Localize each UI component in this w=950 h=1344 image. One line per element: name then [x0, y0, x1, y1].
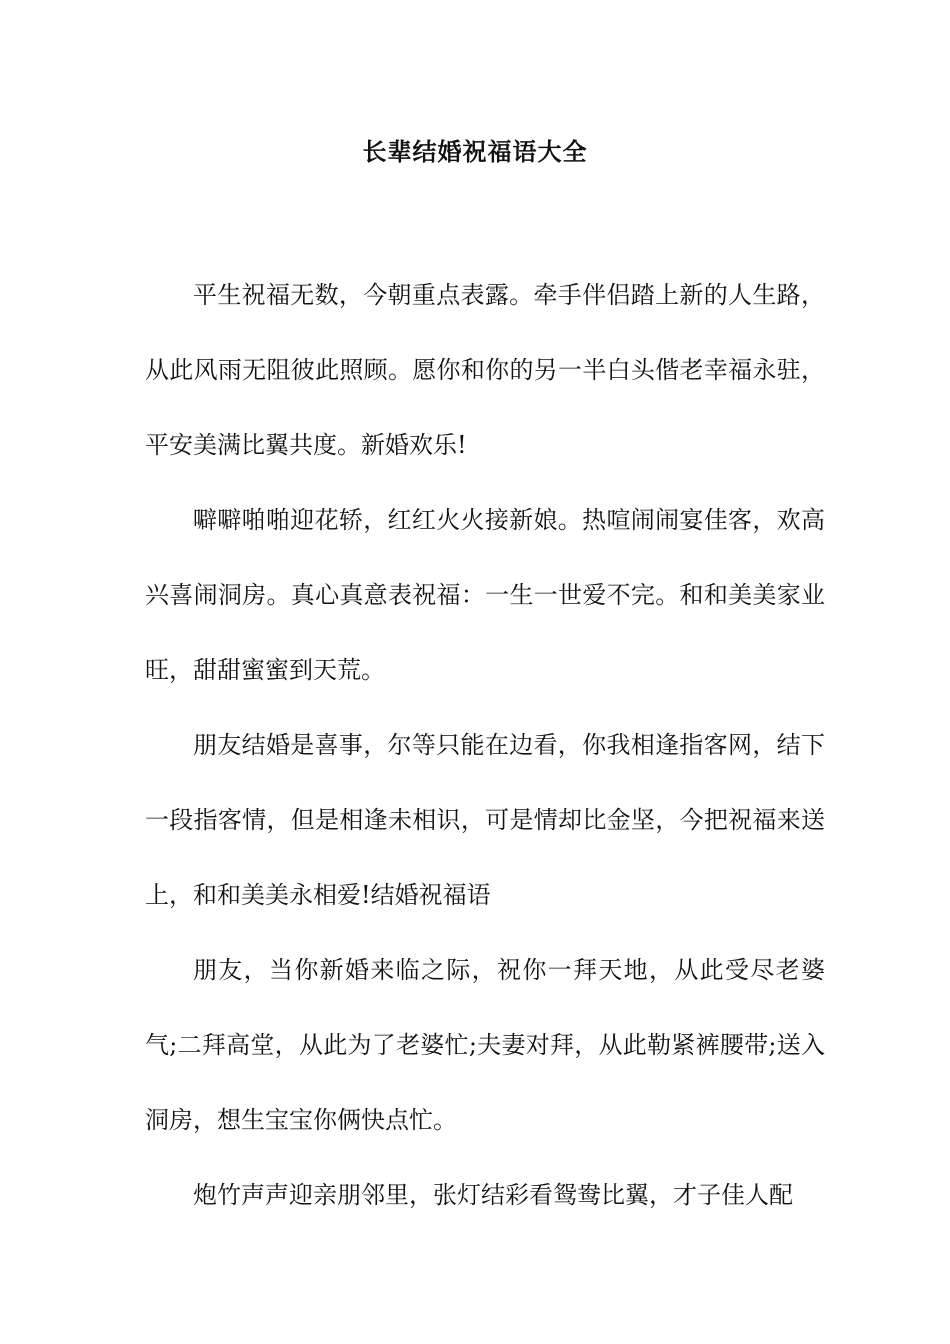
document-title: 长辈结婚祝福语大全	[362, 137, 588, 166]
paragraph-3: 朋友结婚是喜事，尔等只能在边看，你我相逢指客网，结下一段指客情，但是相逢未相识，可是情却比金坚，今把祝福来送上，和和美美永相爱!结婚祝福语	[145, 731, 825, 909]
paragraph-1: 平生祝福无数，今朝重点表露。牵手伴侣踏上新的人生路，从此风雨无阻彼此照顾。愿你和你的另一半白头偕老幸福永驻，平安美满比翼共度。新婚欢乐!	[145, 281, 825, 459]
document-body	[145, 258, 825, 1233]
paragraph-4: 朋友，当你新婚来临之际，祝你一拜天地，从此受尽老婆气;二拜高堂，从此为了老婆忙;夫妻对拜，从此勒紧裤腰带;送入洞房，想生宝宝你俩快点忙。	[145, 956, 825, 1134]
paragraph-2: 噼噼啪啪迎花轿，红红火火接新娘。热喧闹闹宴佳客，欢高兴喜闹洞房。真心真意表祝福：一生一世爱不完。和和美美家业旺，甜甜蜜蜜到天荒。	[145, 506, 825, 684]
paragraph-5: 炮竹声声迎亲朋邻里，张灯结彩看鸳鸯比翼，才子佳人配	[193, 1181, 793, 1209]
